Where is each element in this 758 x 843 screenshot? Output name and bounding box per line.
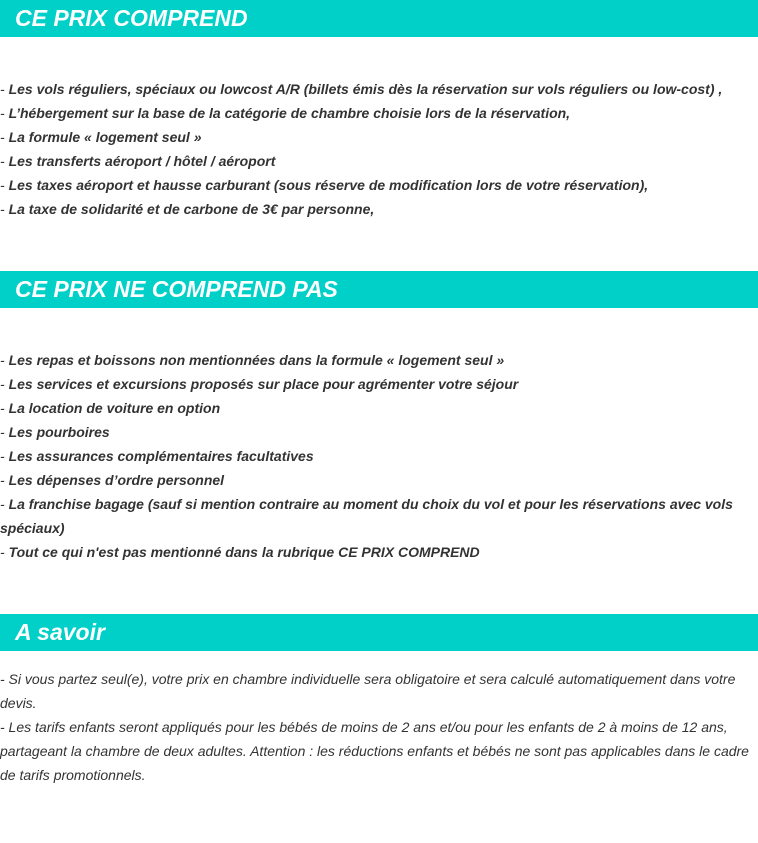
list-item-text: La taxe de solidarité et de carbone de 3€ par personne, xyxy=(8,201,375,217)
section-header-info: A savoir xyxy=(0,614,758,651)
bullet-dash: - xyxy=(0,81,9,97)
list-item-text: L’hébergement sur la base de la catégorie de chambre choisie lors de la réservation, xyxy=(8,105,571,121)
bullet-dash: - xyxy=(0,352,9,368)
list-item-text: Les services et excursions proposés sur place pour agrémenter votre séjour xyxy=(8,376,519,392)
list-item-text: Les vols réguliers, spéciaux ou lowcost A/R (billets émis dès la réservation sur vols réguliers ou low-cost) , xyxy=(8,81,723,97)
list-item xyxy=(0,492,758,540)
list-item xyxy=(0,77,758,101)
list-item xyxy=(0,540,758,564)
bullet-dash: - xyxy=(0,129,9,145)
note-item: - Si vous partez seul(e), votre prix en chambre individuelle sera obligatoire et sera calculé automatiquement dans votre devis. xyxy=(0,671,736,711)
list-item xyxy=(0,101,758,125)
list-item xyxy=(0,468,758,492)
list-item-text: La formule « logement seul » xyxy=(8,129,202,145)
list-item-text: Les dépenses d’ordre personnel xyxy=(8,472,225,488)
list-item xyxy=(0,372,758,396)
bullet-dash: - xyxy=(0,424,9,440)
list-item xyxy=(0,197,758,221)
section-header-excluded: CE PRIX NE COMPREND PAS xyxy=(0,271,758,308)
bullet-dash: - xyxy=(0,448,9,464)
bullet-dash: - xyxy=(0,153,9,169)
bullet-dash: - xyxy=(0,105,9,121)
list-item xyxy=(0,396,758,420)
list-item xyxy=(0,149,758,173)
bullet-dash: - xyxy=(0,472,9,488)
list-item xyxy=(0,420,758,444)
list-item xyxy=(0,348,758,372)
bullet-dash: - xyxy=(0,496,9,512)
list-item-text: Les repas et boissons non mentionnées dans la formule « logement seul » xyxy=(8,352,505,368)
note-item: - Les tarifs enfants seront appliqués pour les bébés de moins de 2 ans et/ou pour les enfants de 2 à moins de 12 ans, partageant la chambre de deux adultes. Attention : les réductions enfants et bébés ne sont pas applicables dans le cadre de tarifs promotionnels. xyxy=(0,719,749,783)
list-item-text: Les assurances complémentaires facultatives xyxy=(8,448,314,464)
list-item-text: Les taxes aéroport et hausse carburant (sous réserve de modification lors de votre réservation), xyxy=(8,177,649,193)
list-item xyxy=(0,444,758,468)
bullet-dash: - xyxy=(0,376,9,392)
list-item-text: Tout ce qui n'est pas mentionné dans la rubrique CE PRIX COMPREND xyxy=(8,544,480,560)
included-list xyxy=(0,77,758,221)
bullet-dash: - xyxy=(0,544,9,560)
bullet-dash: - xyxy=(0,177,9,193)
list-item-text: Les pourboires xyxy=(8,424,110,440)
excluded-list xyxy=(0,348,758,564)
bullet-dash: - xyxy=(0,400,9,416)
list-item-text: La franchise bagage (sauf si mention contraire au moment du choix du vol et pour les réservations avec vols spéciaux) xyxy=(0,496,733,536)
list-item-text: Les transferts aéroport / hôtel / aéroport xyxy=(8,153,276,169)
list-item-text: La location de voiture en option xyxy=(8,400,221,416)
bullet-dash: - xyxy=(0,201,9,217)
section-header-included: CE PRIX COMPREND xyxy=(0,0,758,37)
list-item xyxy=(0,125,758,149)
list-item xyxy=(0,173,758,197)
info-notes xyxy=(0,667,758,787)
